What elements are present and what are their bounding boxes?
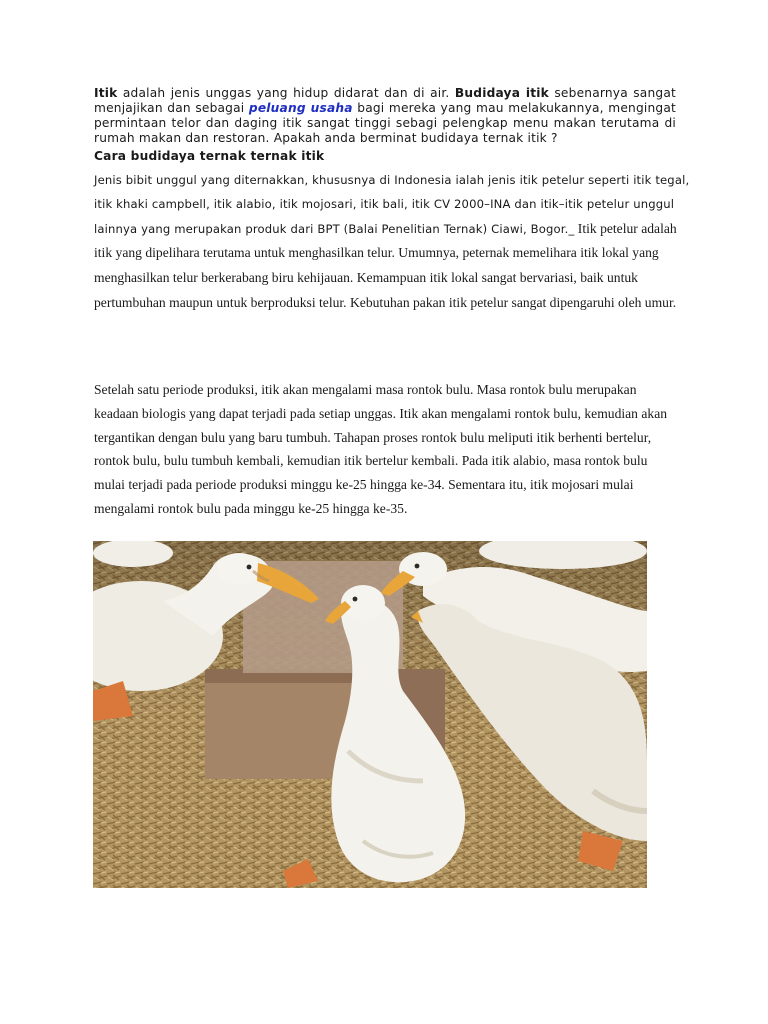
bibit-text-serif: Itik petelur adalah itik yang dipelihara terutama untuk menghasilkan telur. Umumnya, peternak memelihara itik lokal yang menghasilkan telur berkerabang biru kehijauan. Kemampuan itik lokal sangat bervariasi, baik untuk pertumbuhan maupun untuk berproduksi telur. Kebutuhan pakan itik petelur sangat dipengaruhi oleh umur. — [94, 220, 677, 310]
bibit-text-sans: Jenis bibit unggul yang diternakkan, khususnya di Indonesia ialah jenis itik petelur seperti itik tegal, itik khaki campbell, itik alabio, itik mojosari, itik bali, itik CV 2000–INA dan itik–itik petelur unggul lainnya yang merupakan produk dari BPT (Balai Penelitian Ternak) Ciawi, Bogor._ — [94, 173, 690, 236]
intro-text-1: adalah jenis unggas yang hidup didarat dan di air. — [117, 86, 455, 100]
term-budidaya-itik: Budidaya itik — [454, 86, 549, 100]
peluang-usaha-link[interactable]: peluang usaha — [248, 101, 353, 115]
rontok-bulu-paragraph: Setelah satu periode produksi, itik akan mengalami masa rontok bulu. Masa rontok bulu merupakan keadaan biologis yang dapat terjadi pada setiap unggas. Itik akan mengalami rontok bulu, kemudian akan tergantikan dengan bulu yang baru tumbuh. Tahapan proses rontok bulu meliputi itik berhenti bertelur, rontok bulu, bulu tumbuh kembali, kemudian itik bertelur kembali. Pada itik alabio, masa rontok bulu mulai terjadi pada periode produksi minggu ke-25 hingga ke-34. Sementara itu, itik mojosari mulai mengalami rontok bulu pada minggu ke-25 hingga ke-35. — [94, 382, 668, 516]
term-itik: Itik — [94, 86, 118, 100]
intro-paragraph — [94, 86, 676, 146]
ducks-photo — [93, 541, 647, 888]
section-heading: Cara budidaya ternak ternak itik — [94, 149, 325, 163]
intro-text-2: sebenarnya sangat menjajikan dan sebagai — [94, 86, 676, 115]
intro-text-3: bagi mereka yang mau melakukannya, mengingat permintaan telor dan daging itik sangat tinggi sebagi pelengkap menu makan terutama di rumah makan dan restoran. Apakah anda berminat budidaya ternak itik ? — [94, 101, 676, 145]
bibit-paragraph — [94, 169, 694, 316]
